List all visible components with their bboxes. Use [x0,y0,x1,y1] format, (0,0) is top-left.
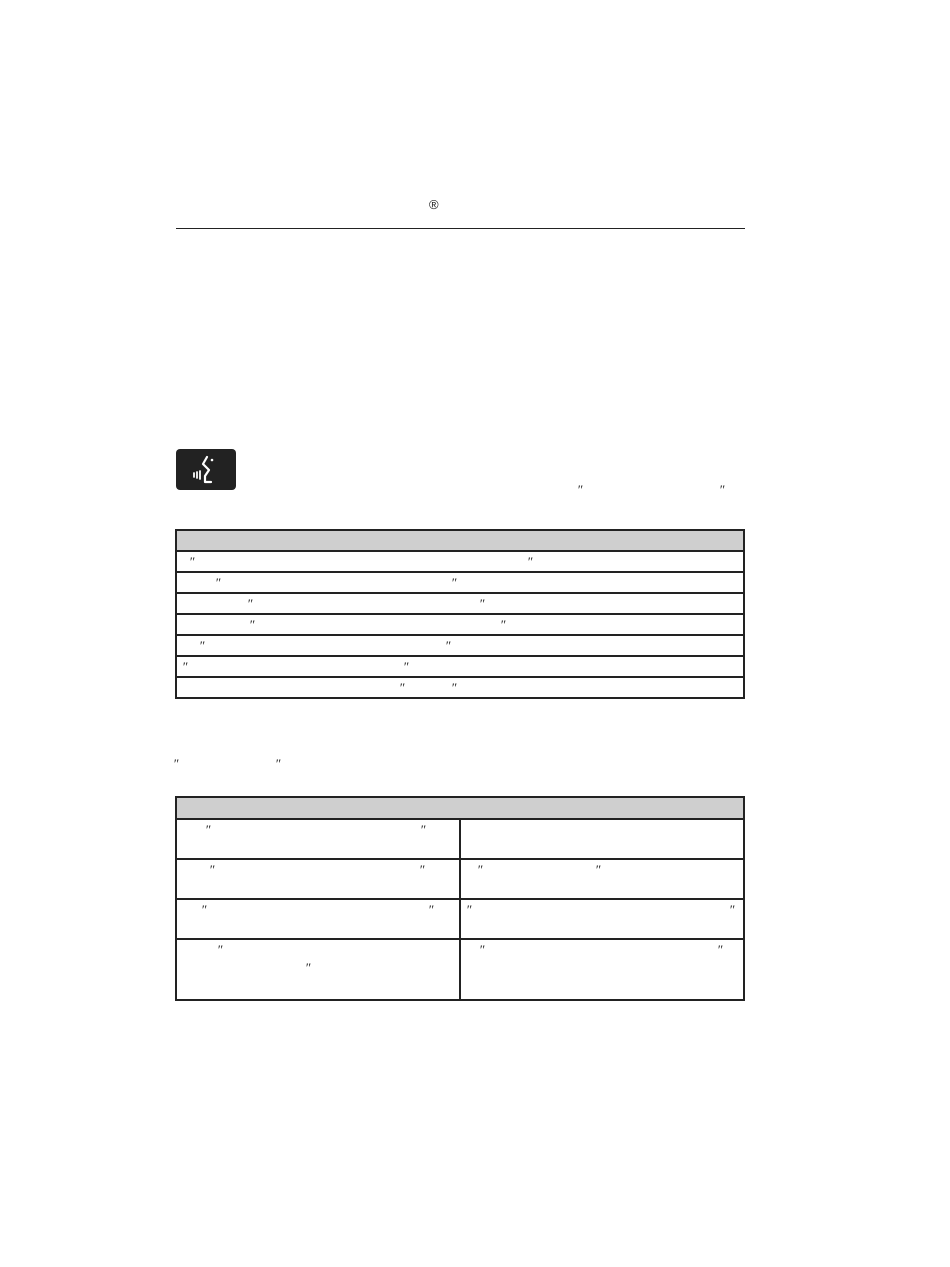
quote-mark: ″ [189,554,195,569]
table-row [176,572,744,593]
table-cell [176,614,744,635]
quote-mark: ″ [445,638,451,653]
table-cell [460,819,744,859]
table-cell [176,859,460,899]
quote-mark: ″ [729,902,735,917]
table-cell [460,899,744,939]
table-cell [176,635,744,656]
quote-mark: ″ [428,902,434,917]
quote-mark: ″ [247,596,253,611]
quote-mark: ″ [403,659,409,674]
voice-command-icon [176,449,236,490]
quote-mark: ″ [500,617,506,632]
quote-mark: ″ [217,942,223,957]
table-cell [176,572,744,593]
table-cell [176,819,460,859]
table-row [176,939,744,1000]
table-row [176,859,744,899]
quote-mark: ″ [215,575,221,590]
quote-mark: ″ [719,482,725,497]
registered-trademark-symbol: ® [429,197,439,212]
quote-mark: ″ [577,482,583,497]
quote-mark: ″ [479,596,485,611]
quote-mark: ″ [201,902,207,917]
quote-mark: ″ [527,554,533,569]
table-cell [176,551,744,572]
voice-commands-table-2 [175,796,745,1001]
table-row [176,635,744,656]
table-row [176,551,744,572]
quote-mark: ″ [419,862,425,877]
table-header-cell [176,797,744,819]
quote-mark: ″ [249,617,255,632]
table-row [176,614,744,635]
quote-mark: ″ [717,942,723,957]
table-row [176,819,744,859]
quote-mark: ″ [479,942,485,957]
quote-mark: ″ [209,862,215,877]
table-cell [176,593,744,614]
quote-mark: ″ [420,822,426,837]
table-header-row [176,530,744,551]
voice-commands-table [175,529,745,699]
quote-mark: ″ [275,756,281,771]
table-row [176,593,744,614]
quote-mark: ″ [451,680,457,695]
table-cell [460,939,744,1000]
table-cell [460,859,744,899]
quote-mark: ″ [477,862,483,877]
quote-mark: ″ [399,680,405,695]
table-cell [176,899,460,939]
quote-mark: ″ [595,862,601,877]
table-header-cell [176,530,744,551]
quote-mark: ″ [199,638,205,653]
quote-mark: ″ [305,960,311,975]
table-header-row [176,797,744,819]
quote-mark: ″ [451,575,457,590]
voice-command-button [176,449,236,490]
quote-mark: ″ [182,659,188,674]
table-cell [176,939,460,1000]
quote-mark: ″ [205,822,211,837]
table-row [176,656,744,677]
quote-mark: ″ [466,902,472,917]
table-cell [176,677,744,698]
quote-mark: ″ [173,756,179,771]
table-cell [176,656,744,677]
table-row [176,677,744,698]
header-rule [176,228,745,229]
table-row [176,899,744,939]
